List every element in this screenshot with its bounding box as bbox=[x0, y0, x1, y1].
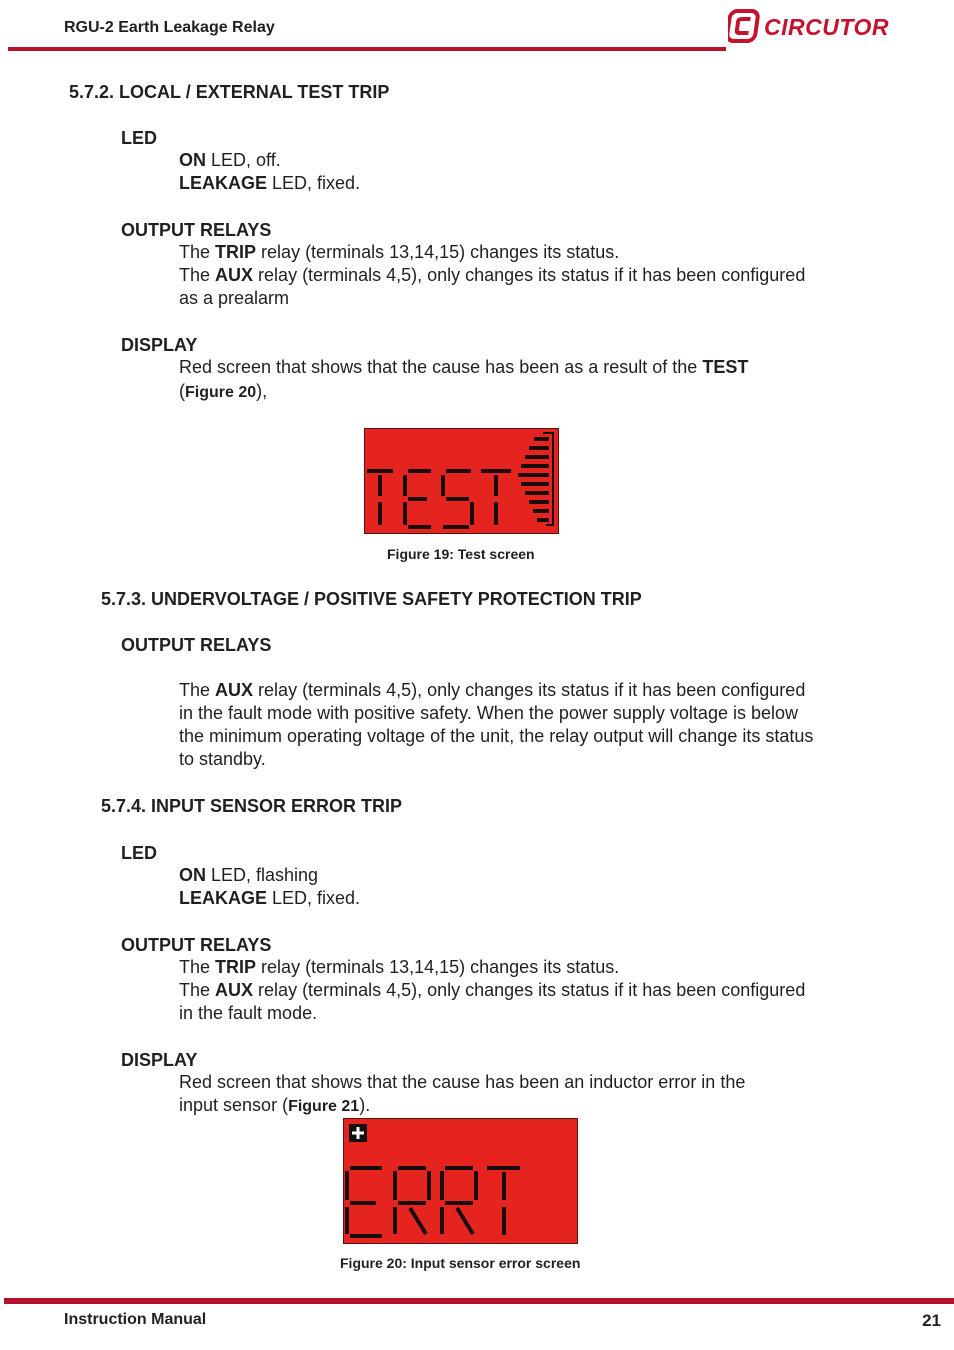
plus-icon bbox=[349, 1124, 367, 1142]
s1-display-line2: (Figure 20), bbox=[179, 381, 268, 401]
on-text: LED, flashing bbox=[206, 865, 319, 885]
on-term: ON bbox=[179, 150, 206, 170]
footer-title: Instruction Manual bbox=[64, 1311, 207, 1328]
s3-display-line1: Red screen that shows that the cause has been an inductor error in the bbox=[179, 1072, 746, 1092]
test-segment-display bbox=[365, 429, 558, 533]
footer-divider bbox=[4, 1298, 954, 1304]
bargraph-icon bbox=[518, 433, 553, 525]
s1-led-label: LED bbox=[121, 128, 157, 148]
s1-display-line1: Red screen that shows that the cause has been as a result of the TEST bbox=[179, 357, 749, 377]
figure-ref: Figure 20 bbox=[185, 384, 257, 401]
s3-relays-line2: The AUX relay (terminals 4,5), only changes its status if it has been configured bbox=[179, 980, 806, 1000]
aux-term: AUX bbox=[215, 980, 254, 1000]
aux-term: AUX bbox=[215, 265, 254, 285]
s3-led-leak-line bbox=[179, 887, 360, 910]
on-text: LED, off. bbox=[206, 150, 281, 170]
test-screen-text bbox=[367, 471, 511, 527]
s2-para-line4: to standby. bbox=[179, 749, 266, 769]
circutor-logo-icon bbox=[728, 8, 908, 44]
figure-ref: Figure 21 bbox=[288, 1098, 360, 1115]
page-number: 21 bbox=[922, 1311, 941, 1330]
leakage-text: LED, fixed. bbox=[267, 173, 361, 193]
header-title: RGU-2 Earth Leakage Relay bbox=[64, 19, 275, 36]
section-heading-573: 5.7.3. UNDERVOLTAGE / POSITIVE SAFETY PROTECTION TRIP bbox=[101, 589, 642, 609]
s1-relays-label: OUTPUT RELAYS bbox=[121, 220, 272, 240]
brand-name: CIRCUTOR bbox=[764, 14, 889, 40]
trip-term: TRIP bbox=[215, 957, 257, 977]
s3-led-on-line bbox=[179, 864, 318, 887]
s1-relays-line1: The TRIP relay (terminals 13,14,15) changes its status. bbox=[179, 242, 620, 262]
header-divider bbox=[8, 47, 726, 51]
s1-led-leak-line bbox=[179, 172, 360, 195]
on-term: ON bbox=[179, 865, 206, 885]
s3-led-label: LED bbox=[121, 843, 157, 863]
test-screen-lcd bbox=[364, 428, 559, 534]
s1-relays-line3: as a prealarm bbox=[179, 288, 290, 308]
error-screen-lcd bbox=[343, 1118, 578, 1244]
s3-relays-line1: The TRIP relay (terminals 13,14,15) changes its status. bbox=[179, 957, 620, 977]
error-screen-text bbox=[347, 1168, 520, 1236]
test-term: TEST bbox=[702, 357, 749, 377]
s1-relays-line2: The AUX relay (terminals 4,5), only changes its status if it has been configured bbox=[179, 265, 806, 285]
circutor-logo bbox=[728, 8, 908, 44]
section-heading-572: 5.7.2. LOCAL / EXTERNAL TEST TRIP bbox=[69, 82, 390, 102]
s2-relays-label: OUTPUT RELAYS bbox=[121, 635, 272, 655]
s1-led-on-line bbox=[179, 149, 281, 172]
s2-para-line2: in the fault mode with positive safety. When the power supply voltage is below bbox=[179, 703, 798, 723]
s2-para-line3: the minimum operating voltage of the unit, the relay output will change its status bbox=[179, 726, 814, 746]
trip-term: TRIP bbox=[215, 242, 257, 262]
leakage-term: LEAKAGE bbox=[179, 173, 268, 193]
s3-display-line2: input sensor (Figure 21). bbox=[179, 1095, 371, 1115]
s2-para-line1: The AUX relay (terminals 4,5), only changes its status if it has been configured bbox=[179, 680, 806, 700]
section-heading-574: 5.7.4. INPUT SENSOR ERROR TRIP bbox=[101, 796, 403, 816]
figure-19-caption: Figure 19: Test screen bbox=[387, 546, 535, 562]
leakage-term: LEAKAGE bbox=[179, 888, 268, 908]
s3-relays-line3: in the fault mode. bbox=[179, 1003, 318, 1023]
s3-relays-label: OUTPUT RELAYS bbox=[121, 935, 272, 955]
aux-term: AUX bbox=[215, 680, 254, 700]
error-segment-display bbox=[344, 1119, 577, 1243]
s1-display-label: DISPLAY bbox=[121, 335, 198, 355]
s3-display-label: DISPLAY bbox=[121, 1050, 198, 1070]
figure-20-caption: Figure 20: Input sensor error screen bbox=[340, 1255, 581, 1271]
leakage-text: LED, fixed. bbox=[267, 888, 361, 908]
